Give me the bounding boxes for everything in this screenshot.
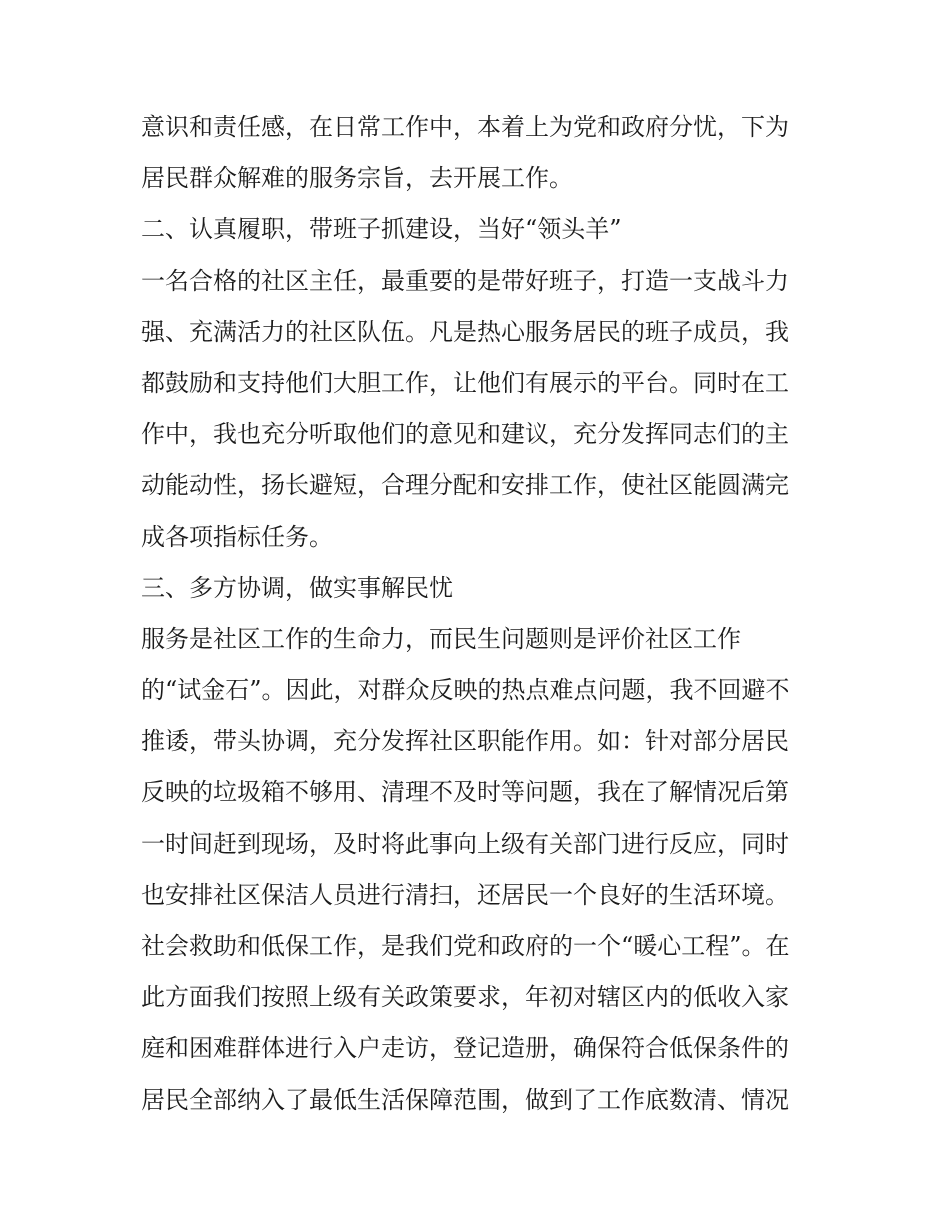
text-line: 动能动性，扬长避短，合理分配和安排工作，使社区能圆满完 — [141, 471, 789, 500]
text-line: 强、充满活力的社区队伍。凡是热心服务居民的班子成员，我 — [141, 317, 789, 346]
text-line: 的“试金石”。因此，对群众反映的热点难点问题，我不回避不 — [141, 676, 790, 705]
text-line: 服务是社区工作的生命力，而民生问题则是评价社区工作 — [141, 624, 741, 653]
text-line: 居民全部纳入了最低生活保障范围，做到了工作底数清、情况 — [141, 1085, 789, 1114]
text-line: 意识和责任感，在日常工作中，本着上为党和政府分忧，下为 — [141, 113, 789, 141]
text-line: 成各项指标任务。 — [141, 522, 333, 551]
text-line: 一名合格的社区主任，最重要的是带好班子，打造一支战斗力 — [141, 266, 789, 295]
text-line: 推诿，带头协调，充分发挥社区职能作用。如：针对部分居民 — [141, 727, 789, 756]
text-line: 居民群众解难的服务宗旨，去开展工作。 — [141, 164, 573, 193]
text-line: 反映的垃圾箱不够用、清理不及时等问题，我在了解情况后第 — [141, 778, 789, 807]
text-line: 一时间赶到现场，及时将此事向上级有关部门进行反应，同时 — [141, 829, 789, 858]
document-body — [141, 102, 821, 1126]
text-line: 都鼓励和支持他们大胆工作，让他们有展示的平台。同时在工 — [141, 368, 789, 397]
text-line: 社会救助和低保工作，是我们党和政府的一个“暖心工程”。在 — [141, 932, 790, 960]
text-line: 作中，我也充分听取他们的意见和建议，充分发挥同志们的主 — [141, 420, 789, 449]
text-line: 此方面我们按照上级有关政策要求，年初对辖区内的低收入家 — [141, 983, 789, 1012]
text-line: 也安排社区保洁人员进行清扫，还居民一个良好的生活环境。 — [141, 880, 789, 909]
section-heading: 二、认真履职，带班子抓建设，当好“领头羊” — [141, 215, 622, 244]
section-heading: 三、多方协调，做实事解民忧 — [141, 573, 453, 602]
text-line: 庭和困难群体进行入户走访，登记造册，确保符合低保条件的 — [141, 1034, 789, 1063]
